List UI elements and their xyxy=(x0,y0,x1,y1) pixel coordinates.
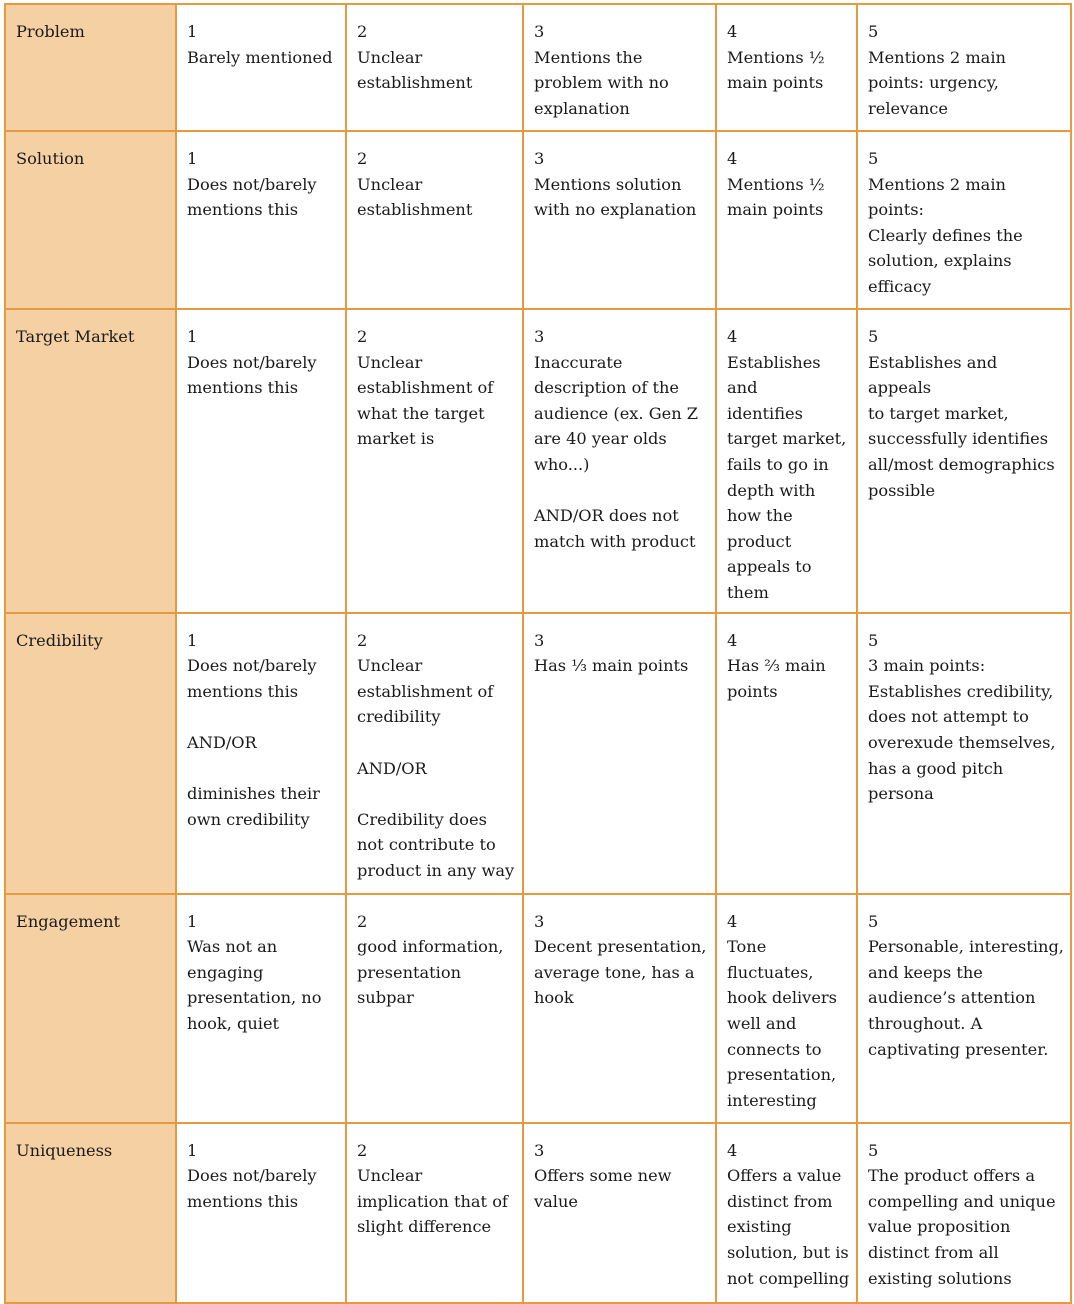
score-number: 5 xyxy=(868,327,879,346)
score-description: Does not/barely mentions this AND/OR diminishes their own credibility xyxy=(187,656,320,829)
rubric-body xyxy=(5,4,1071,1303)
score-number: 4 xyxy=(727,1140,738,1160)
score-cell xyxy=(346,131,523,309)
score-cell xyxy=(176,309,346,613)
score-description: Inaccurate description of the audience (ex. Gen Z are 40 year olds who...) AND/OR does not match with product xyxy=(534,352,699,551)
score-number: 3 xyxy=(534,22,545,41)
score-number: 5 xyxy=(868,911,879,931)
score-number: 2 xyxy=(357,911,368,931)
score-description: Mentions solution with no explanation xyxy=(534,174,697,220)
score-description: Mentions 2 main points: Clearly defines the solution, explains efficacy xyxy=(868,174,1023,296)
category-cell: Credibility xyxy=(5,613,176,894)
score-number: 2 xyxy=(357,327,368,346)
score-description: Establishes and identifies target market, fails to go in depth with how the product appeals to them xyxy=(727,352,847,602)
score-cell xyxy=(176,131,346,309)
score-cell xyxy=(523,309,716,613)
category-cell: Target Market xyxy=(5,309,176,613)
score-cell xyxy=(346,309,523,613)
score-description: Personable, interesting, and keeps the audience’s attention throughout. A captivating presenter. xyxy=(868,937,1064,1059)
score-cell xyxy=(346,613,523,894)
score-description: Does not/barely mentions this xyxy=(187,352,317,398)
score-description: Unclear establishment of what the target market is xyxy=(357,352,494,449)
score-description: Does not/barely mentions this xyxy=(187,174,317,220)
score-cell xyxy=(716,894,857,1123)
category-cell: Problem xyxy=(5,4,176,131)
score-number: 4 xyxy=(727,630,738,650)
rubric-table xyxy=(4,3,1072,1304)
score-cell xyxy=(346,4,523,131)
score-cell xyxy=(523,131,716,309)
score-description: Was not an engaging presentation, no hook, quiet xyxy=(187,937,322,1033)
score-cell xyxy=(857,894,1071,1123)
score-number: 1 xyxy=(187,327,198,346)
score-number: 3 xyxy=(534,630,545,650)
rubric-row xyxy=(5,309,1071,613)
score-number: 5 xyxy=(868,22,879,41)
score-number: 4 xyxy=(727,327,738,346)
score-cell xyxy=(857,309,1071,613)
score-description: Does not/barely mentions this xyxy=(187,1166,317,1211)
rubric-row xyxy=(5,1123,1071,1303)
score-number: 3 xyxy=(534,149,545,168)
score-description: Decent presentation, average tone, has a hook xyxy=(534,937,707,1008)
score-number: 3 xyxy=(534,1140,545,1160)
score-number: 2 xyxy=(357,22,368,41)
score-cell xyxy=(346,1123,523,1303)
score-cell xyxy=(523,1123,716,1303)
score-cell xyxy=(857,613,1071,894)
score-number: 5 xyxy=(868,1140,879,1160)
rubric-row xyxy=(5,131,1071,309)
score-number: 2 xyxy=(357,149,368,168)
score-description: Unclear establishment xyxy=(357,174,473,220)
score-cell xyxy=(176,894,346,1123)
score-description: 3 main points: Establishes credibility, does not attempt to overexude themselves, has a good pitch persona xyxy=(868,656,1056,804)
score-description: The product offers a compelling and unique value proposition distinct from all existing solutions xyxy=(868,1166,1056,1288)
score-number: 5 xyxy=(868,149,879,168)
score-description: Mentions ½ main points xyxy=(727,174,825,220)
score-description: Mentions the problem with no explanation xyxy=(534,47,669,118)
score-description: Offers a value distinct from existing solution, but is not compelling xyxy=(727,1166,850,1288)
score-description: Unclear establishment xyxy=(357,47,473,93)
score-description: Unclear implication that of slight difference xyxy=(357,1166,508,1237)
score-cell xyxy=(857,1123,1071,1303)
score-cell xyxy=(857,4,1071,131)
score-number: 4 xyxy=(727,911,738,931)
score-cell xyxy=(176,1123,346,1303)
score-cell xyxy=(716,131,857,309)
score-cell xyxy=(523,4,716,131)
score-description: Barely mentioned xyxy=(187,47,333,67)
score-number: 1 xyxy=(187,1140,198,1160)
score-description: good information, presentation subpar xyxy=(357,937,504,1008)
score-cell xyxy=(176,613,346,894)
category-cell: Uniqueness xyxy=(5,1123,176,1303)
score-description: Has ⅓ main points xyxy=(534,656,689,676)
score-description: Unclear establishment of credibility AND/OR Credibility does not contribute to product in any way xyxy=(357,656,515,880)
category-cell: Solution xyxy=(5,131,176,309)
rubric-row xyxy=(5,4,1071,131)
score-number: 4 xyxy=(727,22,738,41)
score-number: 2 xyxy=(357,630,368,650)
score-number: 3 xyxy=(534,911,545,931)
rubric-row xyxy=(5,894,1071,1123)
category-cell: Engagement xyxy=(5,894,176,1123)
score-cell xyxy=(716,1123,857,1303)
score-number: 3 xyxy=(534,327,545,346)
score-cell xyxy=(716,309,857,613)
score-description: Establishes and appeals to target market, successfully identifies all/most demographics possible xyxy=(868,352,1055,500)
score-cell xyxy=(523,613,716,894)
score-description: Offers some new value xyxy=(534,1166,672,1211)
score-cell xyxy=(716,4,857,131)
score-description: Mentions ½ main points xyxy=(727,47,825,93)
score-number: 5 xyxy=(868,630,879,650)
score-number: 1 xyxy=(187,911,198,931)
score-description: Has ⅔ main points xyxy=(727,656,826,701)
score-cell xyxy=(346,894,523,1123)
score-cell xyxy=(176,4,346,131)
score-cell xyxy=(523,894,716,1123)
score-number: 1 xyxy=(187,630,198,650)
score-number: 4 xyxy=(727,149,738,168)
score-cell xyxy=(857,131,1071,309)
score-description: Mentions 2 main points: urgency, relevance xyxy=(868,47,1006,118)
rubric-row xyxy=(5,613,1071,894)
score-number: 1 xyxy=(187,149,198,168)
score-number: 1 xyxy=(187,22,198,41)
score-number: 2 xyxy=(357,1140,368,1160)
score-cell xyxy=(716,613,857,894)
score-description: Tone fluctuates, hook delivers well and connects to presentation, interesting xyxy=(727,937,837,1110)
